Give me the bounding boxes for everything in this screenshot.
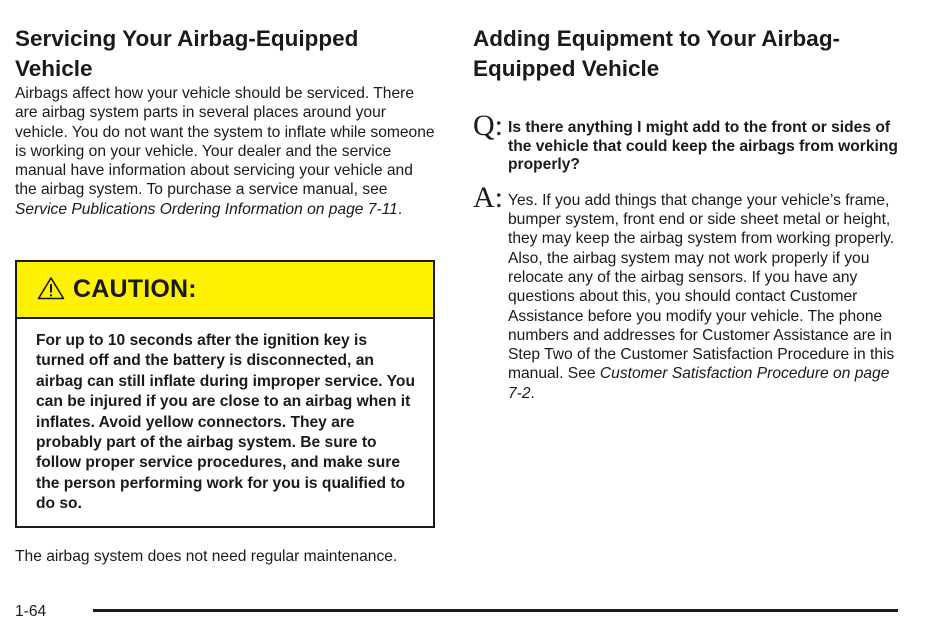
answer-text: Yes. If you add things that change your vehicle’s frame, bumper system, front end or side sheet metal or height, they may keep the airbag system from working properly. Also, the airbag system may not work properly if you relocate any of the airbag sensors. If you have any questions about this, you should contact Customer Assistance before you modify your vehicle. The phone numbers and addresses for Customer Assistance are in Step Two of the Customer Satisfaction Procedure in this manual. See bbox=[508, 191, 895, 383]
intro-paragraph bbox=[15, 84, 437, 219]
answer-paragraph bbox=[508, 191, 903, 403]
caution-header bbox=[17, 262, 433, 319]
intro-end: . bbox=[397, 200, 403, 218]
section-heading-adding-equipment: Adding Equipment to Your Airbag-Equipped Vehicle bbox=[473, 26, 841, 81]
intro-cross-reference: Service Publications Ordering Information on page 7-11 bbox=[15, 200, 398, 218]
page-number: 1-64 bbox=[15, 603, 47, 620]
caution-box bbox=[15, 260, 435, 528]
left-column bbox=[15, 24, 437, 219]
footer-rule bbox=[93, 609, 898, 612]
intro-text: Airbags affect how your vehicle should be serviced. There are airbag system parts in several places around your vehicle. You do not want the system to inflate while someone is working on your vehicle. Your dealer and the service manual have information about servicing your vehicle and the airbag system. To purchase a service manual, see bbox=[15, 85, 435, 199]
answer-cross-reference: Customer Satisfaction Procedure on page 7-2 bbox=[508, 365, 890, 402]
right-column bbox=[473, 24, 903, 403]
question-marker: Q: bbox=[473, 109, 503, 142]
answer-marker: A: bbox=[473, 180, 503, 214]
question-block bbox=[473, 109, 903, 175]
warning-triangle-icon bbox=[37, 276, 65, 300]
section-heading-servicing: Servicing Your Airbag-Equipped Vehicle bbox=[15, 26, 359, 81]
answer-end: . bbox=[530, 384, 535, 402]
caution-text: For up to 10 seconds after the ignition key is turned off and the battery is disconnected, an airbag can still inflate during improper service. You can be injured if you are close to an airbag when it inflates. Avoid yellow connectors. They are probably part of the airbag system. Be sure to follow proper service procedures, and make sure the person performing work for you is qualified to do so. bbox=[36, 332, 415, 513]
caution-title: CAUTION: bbox=[73, 275, 197, 303]
answer-block bbox=[473, 180, 903, 403]
question-text: Is there anything I might add to the front or sides of the vehicle that could keep the airbags from working properly? bbox=[508, 119, 898, 174]
closing-paragraph: The airbag system does not need regular maintenance. bbox=[15, 548, 398, 565]
